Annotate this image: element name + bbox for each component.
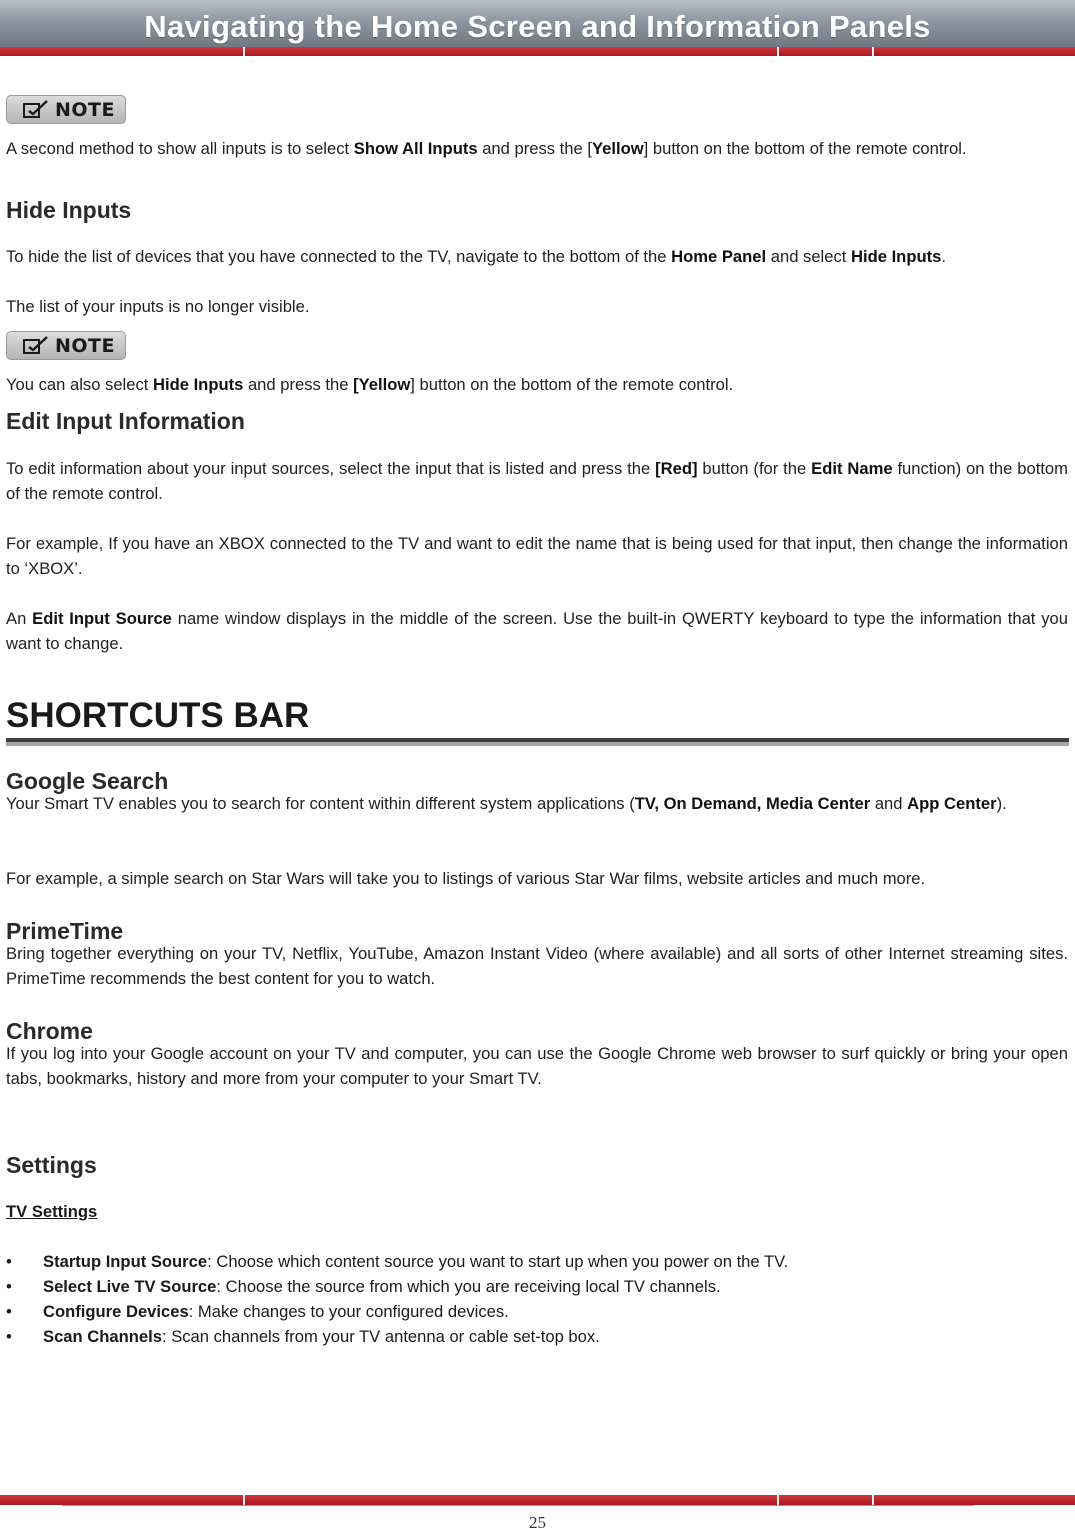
bullet-icon: • [6, 1252, 12, 1271]
footer-stripe-divider [243, 1495, 245, 1505]
section-heading-edit-input: Edit Input Information [6, 408, 245, 434]
paragraph: For example, a simple search on Star Wars will take you to listings of various Star War films, website articles and much more. [6, 869, 926, 888]
paragraph: An Edit Input Source name window displays in the middle of the screen. Use the built-in QWERTY keyboard to type the information that you want to change. [6, 609, 1068, 653]
paragraph: Bring together everything on your TV, Netflix, YouTube, Amazon Instant Video (where available) and all sorts of other Internet streaming sites. PrimeTime recommends the best content for you to watch. [6, 944, 1068, 988]
paragraph: Your Smart TV enables you to search for content within different system applications (TV, On Demand, Media Center and App Center). [6, 794, 1007, 813]
paragraph: To edit information about your input sources, select the input that is listed and press the [Red] button (for the Edit Name function) on the bottom of the remote control. [6, 459, 1068, 503]
paragraph: For example, If you have an XBOX connected to the TV and want to edit the name that is being used for that input, then change the information to ‘XBOX’. [6, 534, 1068, 578]
bullet-icon: • [6, 1277, 12, 1296]
paragraph: If you log into your Google account on your TV and computer, you can use the Google Chrome web browser to surf quickly or bring your open tabs, bookmarks, history and more from your computer to your Smart TV. [6, 1044, 1068, 1088]
paragraph: To hide the list of devices that you have connected to the TV, navigate to the bottom of the Home Panel and select Hide Inputs. [6, 247, 946, 266]
section-rule-shadow [6, 742, 1069, 746]
note-badge [6, 331, 126, 360]
note-text: You can also select Hide Inputs and press the [Yellow] button on the bottom of the remote control. [6, 375, 734, 394]
header-stripe-divider [243, 47, 245, 56]
page-header-banner [0, 0, 1075, 56]
section-heading-primetime: PrimeTime [6, 918, 124, 944]
note-text: A second method to show all inputs is to select Show All Inputs and press the [Yellow] button on the bottom of the remote control. [6, 139, 967, 158]
subheading-tv-settings: TV Settings [6, 1202, 98, 1221]
section-heading-chrome: Chrome [6, 1018, 93, 1044]
page-title: Navigating the Home Screen and Information Panels [144, 9, 931, 44]
footer-stripe-divider [872, 1495, 874, 1505]
footer-red-stripe [0, 1495, 1075, 1505]
footer-rule [62, 1505, 974, 1506]
paragraph: The list of your inputs is no longer visible. [6, 297, 310, 316]
bullet-icon: • [6, 1302, 12, 1321]
header-stripe-divider [872, 47, 874, 56]
checkbox-pencil-icon [21, 336, 51, 356]
section-heading-settings: Settings [6, 1152, 97, 1178]
header-red-stripe [0, 47, 1075, 56]
note-label: NOTE [55, 99, 115, 121]
checkbox-pencil-icon [21, 100, 51, 120]
footer-stripe-divider [777, 1495, 779, 1505]
note-badge [6, 95, 126, 124]
note-label: NOTE [55, 335, 115, 357]
page-number: 25 [529, 1513, 546, 1530]
section-title-shortcuts-bar: SHORTCUTS BAR [6, 696, 310, 735]
section-heading-hide-inputs: Hide Inputs [6, 197, 132, 223]
section-heading-google-search: Google Search [6, 768, 169, 794]
bullet-icon: • [6, 1327, 12, 1346]
header-stripe-divider [777, 47, 779, 56]
